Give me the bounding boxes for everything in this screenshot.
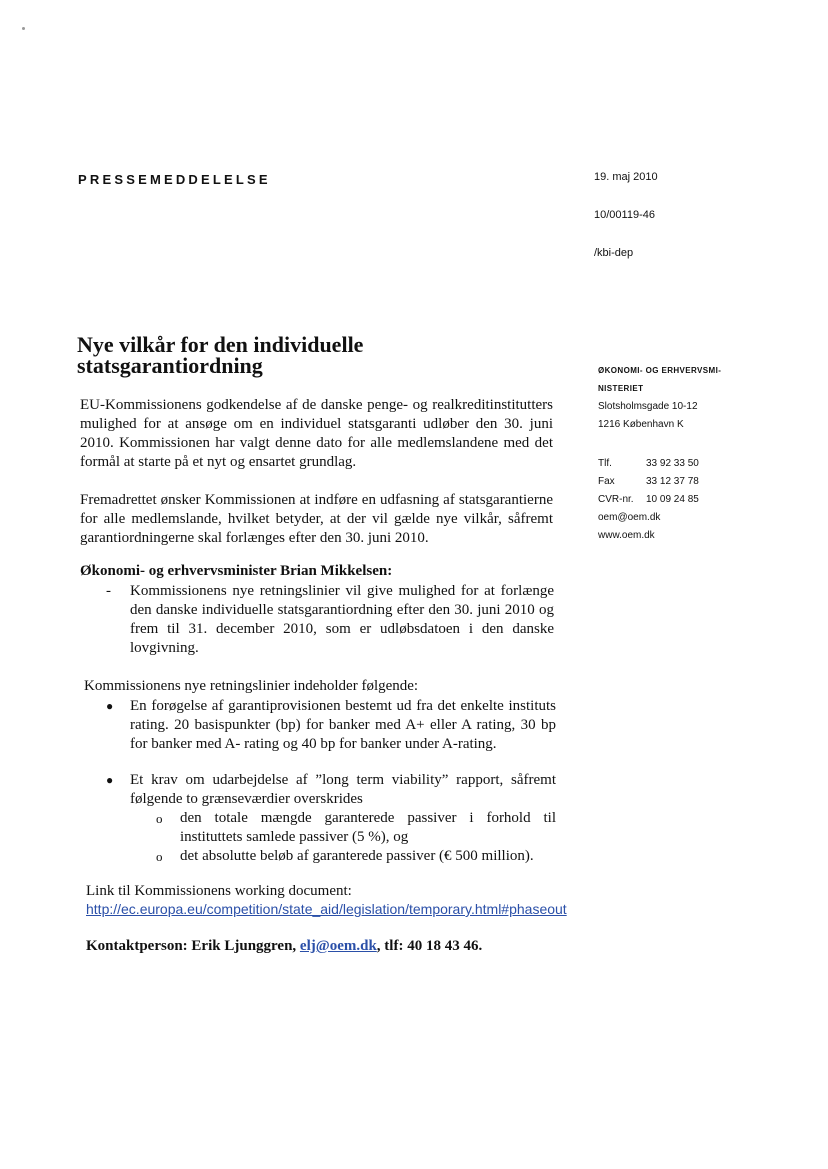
scan-speck [22, 27, 25, 30]
ministry-email[interactable]: oem@oem.dk [598, 512, 661, 523]
sub-list-item [156, 809, 556, 847]
email-row [598, 509, 758, 527]
bullet-icon: ● [106, 773, 114, 787]
sub-list-item-text: den totale mængde garanterede passiver i forhold til instituttets samlede passiver (5 %), og [180, 810, 556, 845]
bullet-icon: ● [106, 699, 114, 713]
phone-value: 33 92 33 50 [646, 458, 699, 469]
minister-quote-text: Kommissionens nye retningslinier vil give mulighed for at forlænge den danske individuelle statsgarantiordning efter den 30. juni 2010 og frem til 31. december 2010, som er udløbsdatoen i den danske lovgivning. [130, 583, 554, 656]
dash-marker: - [106, 583, 111, 599]
fax-row [598, 473, 758, 491]
contact-suffix: , tlf: 40 18 43 46. [376, 938, 483, 954]
phone-row [598, 455, 758, 473]
phone-label: Tlf. [598, 458, 612, 469]
contact-email-link[interactable]: elj@oem.dk [299, 938, 377, 954]
future-paragraph: Fremadrettet ønsker Kommissionen at indføre en udfasning af statsgarantierne for alle medlemslande, hvilket betyder, at der vil gælde nye vilkår, såfremt garantiordningerne skal forlænges efter den 30. juni 2010. [80, 492, 553, 546]
ministry-contacts [598, 455, 758, 545]
list-item [106, 771, 556, 809]
link-label: Link til Kommissionens working document: [86, 883, 352, 899]
circle-bullet-icon: o [156, 849, 163, 864]
sub-list-item [156, 847, 556, 866]
fax-label: Fax [598, 476, 615, 487]
cvr-label: CVR-nr. [598, 494, 634, 505]
minister-heading: Økonomi- og erhvervsminister Brian Mikkelsen: [80, 563, 393, 579]
working-document-link[interactable]: http://ec.europa.eu/competition/state_aid/legislation/temporary.html#phaseout [86, 901, 567, 917]
document-type-heading: PRESSEMEDDELELSE [78, 172, 271, 187]
minister-quote [106, 582, 554, 658]
reference-number: 10/00119-46 [594, 209, 655, 221]
website-row [598, 527, 758, 545]
ministry-name-line: NISTERIET [598, 384, 644, 393]
contact-line [86, 938, 482, 955]
ministry-website[interactable]: www.oem.dk [598, 530, 655, 541]
fax-value: 33 12 37 78 [646, 476, 699, 487]
sub-list-item-text: det absolutte beløb af garanterede passiver (€ 500 million). [180, 848, 534, 864]
ministry-name [598, 362, 721, 398]
ministry-address [598, 398, 698, 434]
circle-bullet-icon: o [156, 811, 163, 826]
contact-prefix: Kontaktperson: Erik Ljunggren, [86, 938, 300, 954]
ministry-name-line: ØKONOMI- OG ERHVERVSMI- [598, 366, 722, 375]
address-street: Slotsholmsgade 10-12 [598, 401, 698, 412]
author-initials: /kbi-dep [594, 247, 634, 259]
list-item-text: Et krav om udarbejdelse af ”long term viability” rapport, såfremt følgende to grænseværdier overskrides [130, 772, 556, 807]
cvr-value: 10 09 24 85 [646, 494, 699, 505]
list-item [106, 697, 556, 754]
guidelines-intro: Kommissionens nye retningslinier indeholder følgende: [84, 678, 419, 694]
address-city: 1216 København K [598, 419, 684, 430]
date: 19. maj 2010 [594, 171, 658, 183]
list-item-text: En forøgelse af garantiprovisionen bestemt ud fra det enkelte instituts rating. 20 basispunkter (bp) for banker med A+ eller A rating, 30 bp for banker med A- rating og 40 bp for banker under A-rating. [130, 698, 556, 752]
page-title: Nye vilkår for den individuelle statsgarantiordning [77, 332, 364, 378]
intro-paragraph: EU-Kommissionens godkendelse af de danske penge- og realkreditinstitutters mulighed for at ansøge om en individuel statsgaranti udløber den 30. juni 2010. Kommissionen har valgt denne dato for alle medlemslandene med det formål at starte på et nyt og ensartet grundlag. [80, 397, 553, 470]
cvr-row [598, 491, 758, 509]
